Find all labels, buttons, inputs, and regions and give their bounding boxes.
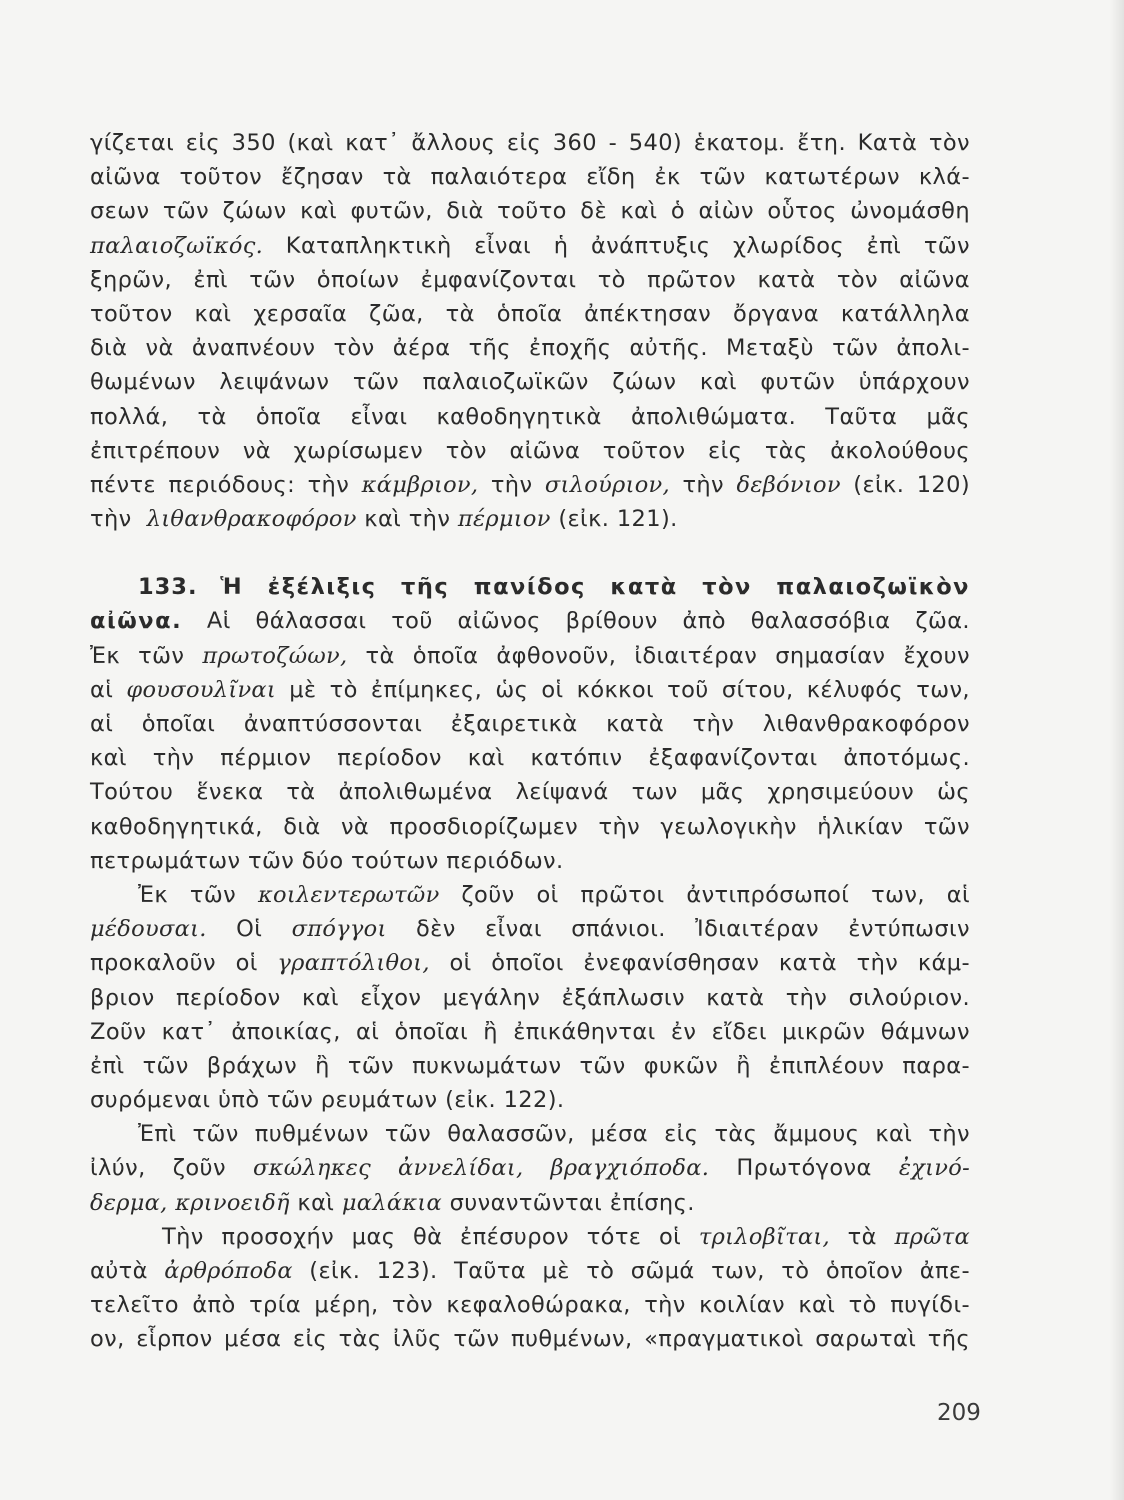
- text-line: τοῦτον καὶ χερσαῖα ζῶα, τὰ ὁποῖα ἀπέκτησαν ὄργανα κατάλληλα: [90, 300, 970, 327]
- italic-term: δεβόνιον: [736, 471, 841, 498]
- italic-term: παλαιοζωϊκός.: [90, 232, 264, 259]
- paragraph-4: [90, 1117, 970, 1220]
- text-line: [90, 912, 970, 946]
- text-line: [90, 1151, 970, 1185]
- text-span: τὰ ὁποῖα ἀφθονοῦν, ἰδιαιτέραν σημασίαν ἔχουν: [365, 642, 970, 669]
- text-line: καὶ τὴν πέρμιον περίοδον καὶ κατόπιν ἐξαφανίζονται ἀποτόμως.: [90, 745, 970, 772]
- text-span: ζοῦν οἱ πρῶτοι ἀντιπρόσωποί των, αἱ: [461, 881, 970, 908]
- text-line: [90, 878, 970, 912]
- italic-term: πέρμιον: [457, 506, 551, 533]
- section-title: Ἡ ἐξέλιξις τῆς πανίδος κατὰ τὸν παλαιοζωϊκὸν: [220, 574, 970, 601]
- text-span: Οἱ: [236, 916, 263, 943]
- section-number: 133.: [138, 574, 198, 601]
- text-line: [90, 1220, 970, 1254]
- text-line: Ἐπὶ τῶν πυθμένων τῶν θαλασσῶν, μέσα εἰς τὰς ἄμμους καὶ τὴν: [138, 1121, 970, 1148]
- text-line: Ζοῦν κατ᾽ ἀποικίας, αἱ ὁποῖαι ἢ ἐπικάθηνται ἐν εἴδει μικρῶν θάμνων: [90, 1018, 970, 1045]
- text-span: τὴν: [90, 506, 132, 533]
- text-span: (εἰκ. 121).: [558, 506, 678, 533]
- text-span: καὶ: [297, 1189, 335, 1216]
- italic-term: δερμα,: [90, 1189, 168, 1216]
- text-span: τὰ: [847, 1223, 877, 1250]
- italic-term: μαλάκια: [341, 1189, 443, 1216]
- text-line: τελεῖτο ἀπὸ τρία μέρη, τὸν κεφαλοθώρακα, τὴν κοιλίαν καὶ τὸ πυγίδι-: [90, 1292, 970, 1319]
- paragraph-1: [90, 126, 970, 536]
- section-heading-line: [90, 570, 970, 604]
- text-line: ον, εἷρπον μέσα εἰς τὰς ἰλῦς τῶν πυθμένων, «πραγματικοὶ σαρωταὶ τῆς: [90, 1326, 970, 1353]
- text-line: Τούτου ἕνεκα τὰ ἀπολιθωμένα λείψανά των μᾶς χρησιμεύουν ὡς: [90, 779, 970, 806]
- text-span: (εἰκ. 123). Ταῦτα μὲ τὸ σῶμά των, τὸ ὁποῖον ἀπε-: [309, 1258, 970, 1284]
- text-line: [90, 639, 970, 673]
- text-line: [90, 1254, 970, 1288]
- italic-term: κοιλεντερωτῶν: [257, 881, 440, 908]
- text-span: Αἱ θάλασσαι τοῦ αἰῶνος βρίθουν ἀπὸ θαλασσόβια ζῶα.: [206, 608, 970, 635]
- text-line: ἐπὶ τῶν βράχων ἢ τῶν πυκνωμάτων τῶν φυκῶν ἢ ἐπιπλέουν παρα-: [90, 1052, 970, 1079]
- text-span: Ἐκ τῶν: [90, 642, 185, 669]
- text-line: σεων τῶν ζώων καὶ φυτῶν, διὰ τοῦτο δὲ καὶ ὁ αἰὼν οὗτος ὠνομάσθη: [90, 198, 970, 225]
- italic-term: κάμβριον,: [361, 471, 479, 498]
- italic-term: κρινοειδῆ: [175, 1189, 290, 1216]
- text-line: συρόμεναι ὑπὸ τῶν ρευμάτων (εἰκ. 122).: [90, 1087, 565, 1114]
- text-line: [90, 946, 970, 980]
- page-edge-shadow: [1110, 0, 1124, 1500]
- italic-term: λιθανθρακοφόρον: [146, 506, 357, 533]
- text-span: αὐτὰ: [90, 1258, 148, 1284]
- text-line: [90, 673, 970, 707]
- italic-term: βραγχιόποδα.: [550, 1155, 710, 1182]
- text-line: βριον περίοδον καὶ εἶχον μεγάλην ἐξάπλωσιν κατὰ τὴν σιλούριον.: [90, 984, 970, 1011]
- text-line: αἱ ὁποῖαι ἀναπτύσσονται ἐξαιρετικὰ κατὰ τὴν λιθανθρακοφόρον: [90, 711, 970, 737]
- text-span: ἰλύν, ζοῦν: [90, 1155, 226, 1182]
- text-line: καθοδηγητικά, διὰ νὰ προσδιορίζωμεν τὴν γεωλογικὴν ἡλικίαν τῶν: [90, 813, 970, 840]
- text-span: (εἰκ. 120): [853, 471, 971, 498]
- text-span: Τὴν προσοχήν μας θὰ ἐπέσυρον τότε οἱ: [162, 1223, 682, 1250]
- text-span: οἱ ὁποῖοι ἐνεφανίσθησαν κατὰ τὴν κάμ-: [449, 950, 970, 977]
- text-line: [90, 229, 970, 263]
- text-span: Ἐκ τῶν: [138, 881, 237, 908]
- text-line: αἰῶνα τοῦτον ἔζησαν τὰ παλαιότερα εἴδη ἐκ τῶν κατωτέρων κλά-: [90, 164, 970, 191]
- text-span: δὲν εἶναι σπάνιοι. Ἰδιαιτέραν ἐντύπωσιν: [416, 916, 970, 943]
- text-line: ἐπιτρέπουν νὰ χωρίσωμεν τὸν αἰῶνα τοῦτον εἰς τὰς ἀκολούθους: [90, 437, 970, 464]
- italic-term: πρῶτα: [894, 1223, 971, 1250]
- text-span: Πρωτόγονα: [736, 1155, 872, 1182]
- text-line: [90, 604, 970, 638]
- italic-term: ἐχινό-: [898, 1155, 970, 1182]
- text-line: διὰ νὰ ἀναπνέουν τὸν ἀέρα τῆς ἐποχῆς αὐτῆς. Μεταξὺ τῶν ἀπολι-: [90, 335, 970, 362]
- text-line: [90, 468, 970, 502]
- page-text: [90, 126, 970, 1357]
- section-133: [90, 570, 970, 878]
- italic-term: γραπτόλιθοι,: [277, 950, 430, 977]
- section-title-end: αἰῶνα.: [90, 608, 183, 635]
- text-line: γίζεται εἰς 350 (καὶ κατ᾽ ἄλλους εἰς 360 - 540) ἑκατομ. ἔτη. Κατὰ τὸν: [90, 130, 970, 156]
- text-line: [90, 1186, 970, 1220]
- text-line: ξηρῶν, ἐπὶ τῶν ὁποίων ἐμφανίζονται τὸ πρῶτον κατὰ τὸν αἰῶνα: [90, 266, 970, 293]
- italic-term: τριλοβῖται,: [698, 1223, 830, 1250]
- text-line: πολλά, τὰ ὁποῖα εἶναι καθοδηγητικὰ ἀπολιθώματα. Ταῦτα μᾶς: [90, 403, 970, 430]
- text-span: προκαλοῦν οἱ: [90, 950, 258, 977]
- italic-term: πρωτοζώων,: [202, 642, 348, 669]
- text-line: [90, 502, 970, 536]
- text-span: καὶ τὴν: [364, 506, 451, 533]
- italic-term: σκώληκες ἀννελίδαι,: [253, 1155, 524, 1182]
- section-gap: [90, 536, 970, 570]
- paragraph-3: [90, 878, 970, 1117]
- italic-term: ἀρθρόποδα: [164, 1258, 293, 1284]
- text-span: αἱ: [90, 676, 114, 703]
- paragraph-5: [90, 1220, 970, 1357]
- text-span: μὲ τὸ ἐπίμηκες, ὡς οἱ κόκκοι τοῦ σίτου, κέλυφός των,: [289, 676, 970, 703]
- text-span: τὴν: [682, 471, 725, 498]
- text-span: τὴν: [490, 471, 533, 498]
- text-line: θωμένων λειψάνων τῶν παλαιοζωϊκῶν ζώων καὶ φυτῶν ὑπάρχουν: [90, 369, 970, 396]
- italic-term: μέδουσαι.: [90, 916, 207, 943]
- italic-term: σιλούριον,: [544, 471, 670, 498]
- text-line: πετρωμάτων τῶν δύο τούτων περιόδων.: [90, 847, 564, 874]
- italic-term: φουσουλῖναι: [126, 676, 277, 703]
- text-span: Καταπληκτικὴ εἶναι ἡ ἀνάπτυξις χλωρίδος ἐπὶ τῶν: [285, 232, 971, 259]
- text-span: συναντῶνται ἐπίσης.: [449, 1189, 695, 1216]
- text-span: πέντε περιόδους: τὴν: [90, 471, 350, 498]
- page-number: 209: [937, 1400, 981, 1426]
- italic-term: σπόγγοι: [291, 916, 387, 943]
